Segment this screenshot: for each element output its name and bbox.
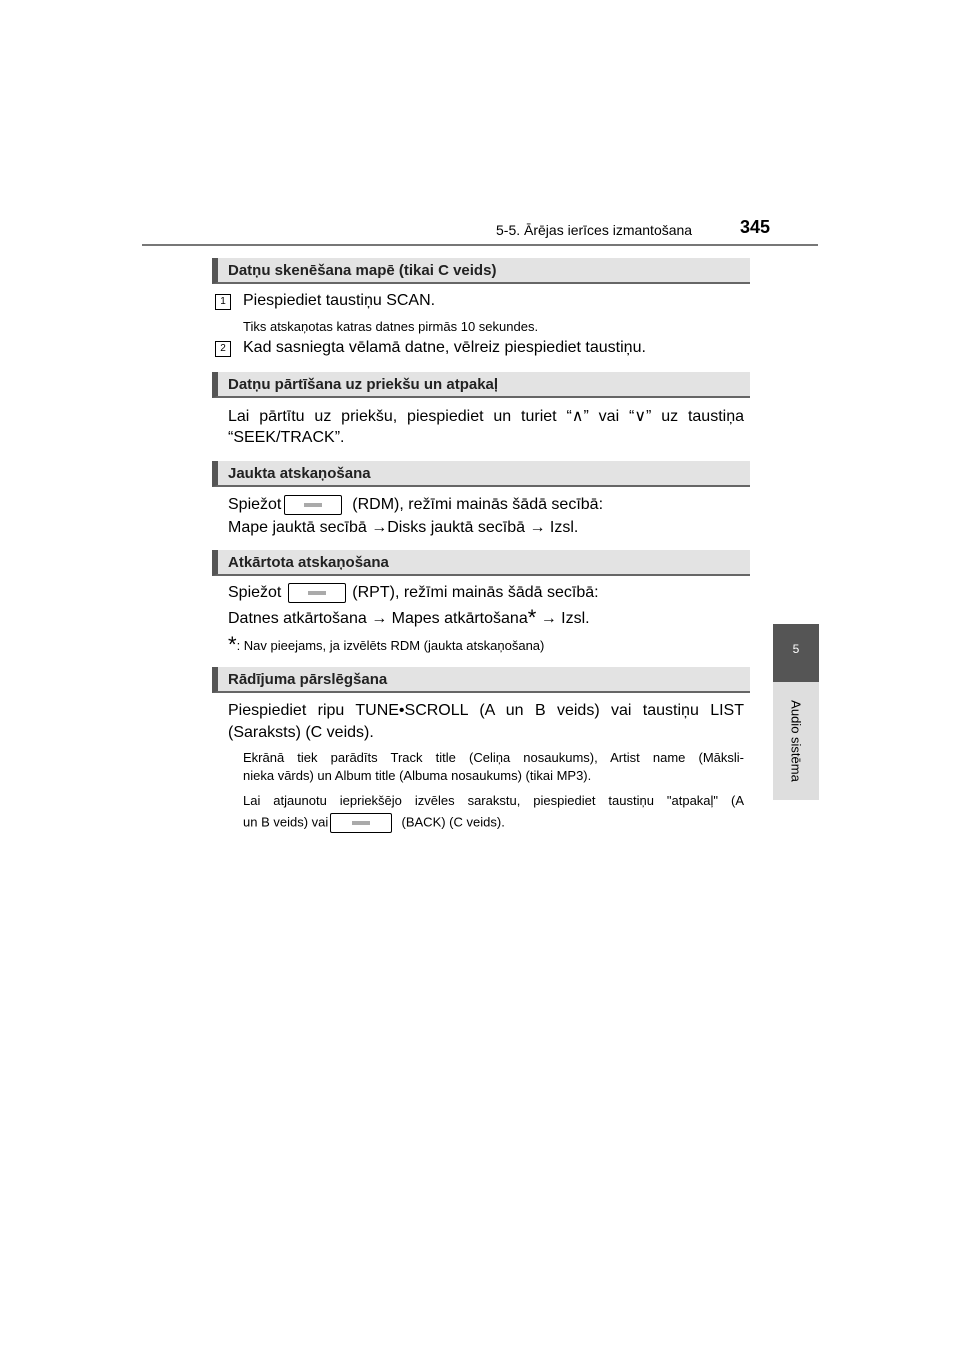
rdm-button-icon: [284, 495, 342, 515]
repeat-line-1-start: Spiežot: [228, 584, 282, 602]
random-line-1-end: (RDM), režīmi mainās šādā secībā:: [352, 496, 604, 514]
footnote-text: : Nav pieejams, ja izvēlēts RDM (jaukta atskaņošana): [236, 638, 545, 653]
page-number: 345: [740, 217, 771, 237]
repeat-line-1: [228, 583, 599, 603]
display-note-2-line-1: Lai atjaunotu iepriekšējo izvēles sarakstu, piespiediet taustiņu "atpakaļ" (A: [243, 793, 744, 808]
chapter-number: 5: [792, 642, 800, 656]
heading-seek: [212, 372, 750, 398]
step-number-2: 2: [215, 341, 231, 357]
heading-random: [212, 461, 750, 487]
repeat-line-2-start: Datnes atkārtošana → Mapes atkārtošana: [228, 610, 528, 627]
random-line-1-start: Spiežot: [228, 496, 282, 514]
repeat-line-2: [228, 605, 590, 630]
display-line-1: Piespiediet ripu TUNE•SCROLL (A un B veids) vai taustiņu LIST: [228, 702, 744, 719]
random-line-2: Mape jauktā secībā →Disks jauktā secībā → Izsl.: [228, 519, 579, 536]
back-button-icon: [330, 813, 392, 833]
display-note-2-end: (BACK) (C veids).: [401, 814, 505, 830]
display-line-2: (Saraksts) (C veids).: [228, 724, 374, 741]
repeat-line-1-end: (RPT), režīmi mainās šādā secībā:: [352, 584, 599, 602]
seek-line-2: “SEEK/TRACK”.: [228, 429, 345, 446]
step-1-note: Tiks atskaņotas katras datnes pirmās 10 sekundes.: [243, 319, 539, 334]
step-number-1: 1: [215, 294, 231, 310]
repeat-footnote: [228, 632, 545, 657]
heading-repeat-text: Atkārtota atskaņošana: [228, 554, 389, 571]
heading-scan-text: Datņu skenēšana mapē (tikai C veids): [228, 262, 497, 279]
heading-scan: [212, 258, 750, 284]
section-title: 5-5. Ārējas ierīces izmantošana: [496, 222, 693, 238]
seek-line-1: Lai pārtītu uz priekšu, piespiediet un turiet “∧” vai “∨” uz taustiņa: [228, 408, 744, 425]
repeat-line-2-end: → Izsl.: [540, 610, 590, 627]
display-note-2-start: un B veids) vai: [243, 814, 329, 830]
random-line-1: [228, 495, 603, 515]
rpt-button-icon: [288, 583, 346, 603]
header-rule: [142, 244, 818, 246]
heading-repeat: [212, 550, 750, 576]
display-note-1-line-1: Ekrānā tiek parādīts Track title (Celiņa nosaukums), Artist name (Māksli-: [243, 750, 744, 765]
heading-random-text: Jaukta atskaņošana: [228, 465, 371, 482]
heading-display: [212, 667, 750, 693]
display-note-2-line-2: [243, 813, 505, 833]
heading-seek-text: Datņu pārtīšana uz priekšu un atpakaļ: [228, 376, 499, 393]
heading-display-text: Rādījuma pārslēgšana: [228, 671, 388, 688]
footnote-marker: *: [527, 605, 537, 630]
footnote-star: *: [228, 632, 237, 657]
display-note-1-line-2: nieka vārds) un Album title (Albuma nosaukums) (tikai MP3).: [243, 768, 592, 783]
step-2-text: Kad sasniegta vēlamā datne, vēlreiz piespiediet taustiņu.: [243, 339, 646, 356]
step-1-text: Piespiediet taustiņu SCAN.: [243, 292, 436, 309]
chapter-label: Audio sistēma: [788, 700, 804, 782]
